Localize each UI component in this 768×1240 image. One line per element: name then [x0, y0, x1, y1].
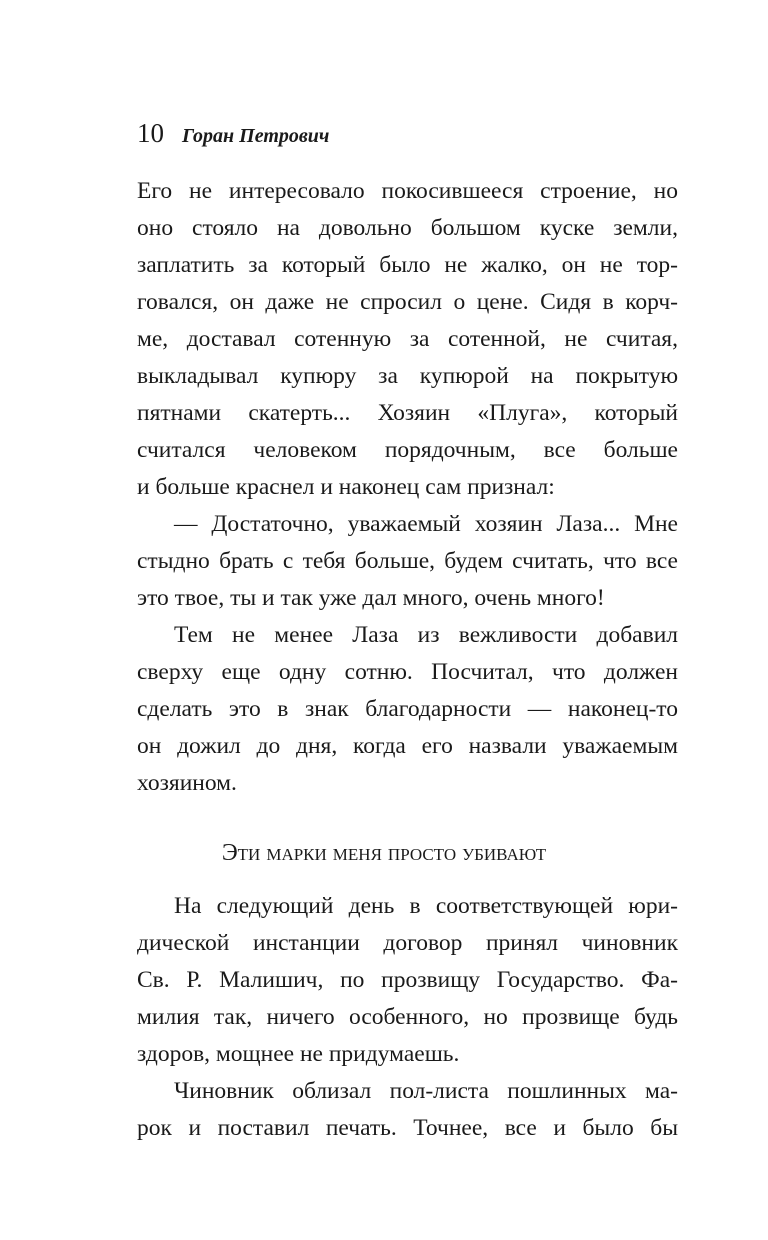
section-title: Эти марки меня просто убивают — [221, 840, 547, 866]
text-line: рок и поставил печать. Точнее, все и было бы — [137, 1115, 678, 1141]
text-line: считался человеком порядочным, все больше — [137, 437, 678, 463]
text-line: Тем не менее Лаза из вежливости добавил — [174, 622, 678, 648]
text-line: оно стояло на довольно большом куске земли, — [137, 215, 678, 241]
text-line: — Достаточно, уважаемый хозяин Лаза... Мне — [174, 511, 678, 537]
text-line: ме, доставал сотенную за сотенной, не считая, — [137, 326, 678, 352]
text-line: это твое, ты и так уже дал много, очень много! — [137, 585, 605, 611]
running-header — [137, 118, 329, 149]
text-line: здоров, мощнее не придумаешь. — [137, 1041, 460, 1067]
text-line: говался, он даже не спросил о цене. Сидя в корч- — [137, 289, 678, 315]
text-line: Его не интересовало покосившееся строение, но — [137, 178, 678, 204]
text-line: Чиновник облизал пол-листа пошлинных ма- — [174, 1078, 678, 1104]
page-number: 10 — [137, 118, 164, 148]
text-line: милия так, ничего особенного, но прозвище будь — [137, 1004, 678, 1030]
text-line: он дожил до дня, когда его назвали уважаемым — [137, 733, 678, 759]
text-line: сверху еще одну сотню. Посчитал, что должен — [137, 659, 678, 685]
text-line: сделать это в знак благодарности — наконец-то — [137, 696, 678, 722]
text-line: На следующий день в соответствующей юри- — [174, 893, 678, 919]
text-line: хозяином. — [137, 770, 237, 796]
text-line: дической инстанции договор принял чиновник — [137, 930, 678, 956]
text-line: выкладывал купюру за купюрой на покрытую — [137, 363, 678, 389]
text-line: и больше краснел и наконец сам признал: — [137, 474, 555, 500]
text-line: заплатить за который было не жалко, он не тор- — [137, 252, 678, 278]
text-line: пятнами скатерть... Хозяин «Плуга», который — [137, 400, 678, 426]
text-line: стыдно брать с тебя больше, будем считать, что все — [137, 548, 678, 574]
text-line: Св. Р. Малишич, по прозвищу Государство. Фа- — [137, 967, 678, 993]
author-name: Горан Петрович — [182, 125, 330, 147]
